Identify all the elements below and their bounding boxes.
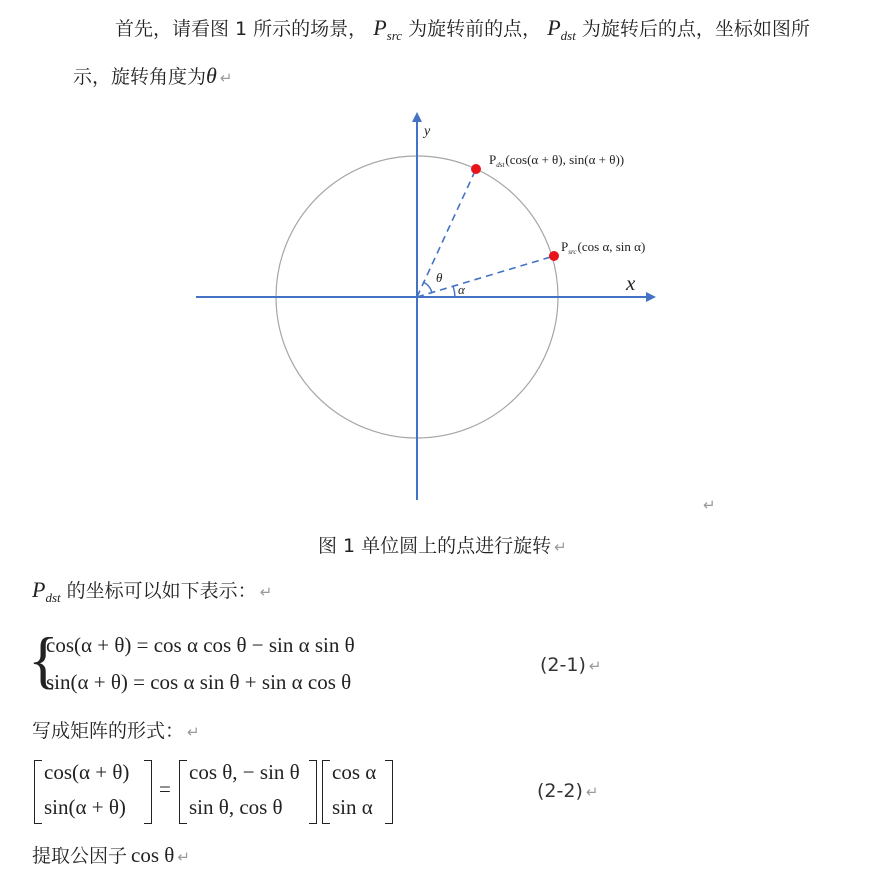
intro-text-line2: 示，旋转角度为 xyxy=(73,66,207,88)
matrix-intro xyxy=(32,716,200,743)
vector-bottom: sin α xyxy=(332,795,373,819)
lhs-bottom: sin(α + θ) xyxy=(44,795,126,819)
p-dst-intro xyxy=(32,576,272,603)
matrix-bottom: sin θ, cos θ xyxy=(189,795,283,819)
last-line-expr: cos θ xyxy=(131,843,175,867)
return-mark-icon: ↵ xyxy=(588,657,602,675)
vector-top: cos α xyxy=(332,760,377,784)
lhs-bracket-right xyxy=(144,760,152,824)
p-dst-symbol: $P_{dst}$ xyxy=(32,577,61,605)
lhs-top: cos(α + θ) xyxy=(44,760,130,784)
dashed-line-p-dst xyxy=(417,169,476,297)
eq1-line-1: cos(α + θ) = cos α cos θ − sin α sin θ xyxy=(46,633,355,657)
return-mark-icon: ↵ xyxy=(177,848,190,866)
intro-text-c: 为旋转后的点，坐标如图所 xyxy=(581,18,810,40)
p-dst-point xyxy=(471,164,481,174)
eq1-line-2: sin(α + θ) = cos α sin θ + sin α cos θ xyxy=(46,670,352,694)
theta-arc xyxy=(423,282,432,293)
eq2-number-row xyxy=(537,780,598,802)
alpha-angle-label: α xyxy=(458,282,465,297)
last-line xyxy=(32,841,190,868)
theta-symbol: θ xyxy=(206,63,217,88)
matrix-intro-text: 写成矩阵的形式： xyxy=(32,720,185,742)
figure-caption xyxy=(318,531,567,558)
return-mark-icon: ↵ xyxy=(259,583,273,601)
matrix-bracket-right xyxy=(309,760,317,824)
figure-caption-text: 图 1 单位圆上的点进行旋转 xyxy=(318,535,552,557)
p-dst-label: $P_{dst}(\cos(\alpha + \theta)$, sin(α + θ)) xyxy=(489,152,625,169)
theta-angle-label: θ xyxy=(436,270,443,285)
eq2-number: (2-2) xyxy=(537,780,583,802)
vector-bracket-right xyxy=(385,760,393,824)
p-src-point xyxy=(549,251,559,261)
alpha-arc xyxy=(453,286,455,297)
intro-text-a: 首先，请看图 1 所示的场景， xyxy=(115,18,368,40)
p-src-label: $P_{src}(\cos$ α, sin α) xyxy=(561,239,646,256)
eq1-number: (2-1) xyxy=(540,654,586,676)
vector-bracket-left xyxy=(322,760,330,824)
eq1-brace: { xyxy=(28,624,59,695)
return-mark-icon: ↵ xyxy=(554,538,567,556)
return-mark-icon: ↵ xyxy=(187,723,200,741)
lhs-bracket-left xyxy=(34,760,42,824)
eq1-number-row xyxy=(540,654,601,676)
matrix-top: cos θ, − sin θ xyxy=(189,760,300,784)
matrix-equals: = xyxy=(159,777,171,801)
y-axis-label: y xyxy=(424,124,431,139)
return-mark-icon: ↵ xyxy=(219,69,233,87)
p-dst-symbol: $P_{dst}$ xyxy=(547,15,576,43)
p-dst-intro-text: 的坐标可以如下表示： xyxy=(66,580,257,602)
p-src-symbol: $P_{src}$ xyxy=(373,15,403,43)
return-mark-icon: ↵ xyxy=(703,496,716,514)
return-mark-icon: ↵ xyxy=(585,783,599,801)
intro-text-b: 为旋转前的点， xyxy=(408,18,542,40)
last-line-text: 提取公因子 xyxy=(32,845,128,867)
x-axis-label: x xyxy=(626,271,636,295)
matrix-bracket-left xyxy=(179,760,187,824)
